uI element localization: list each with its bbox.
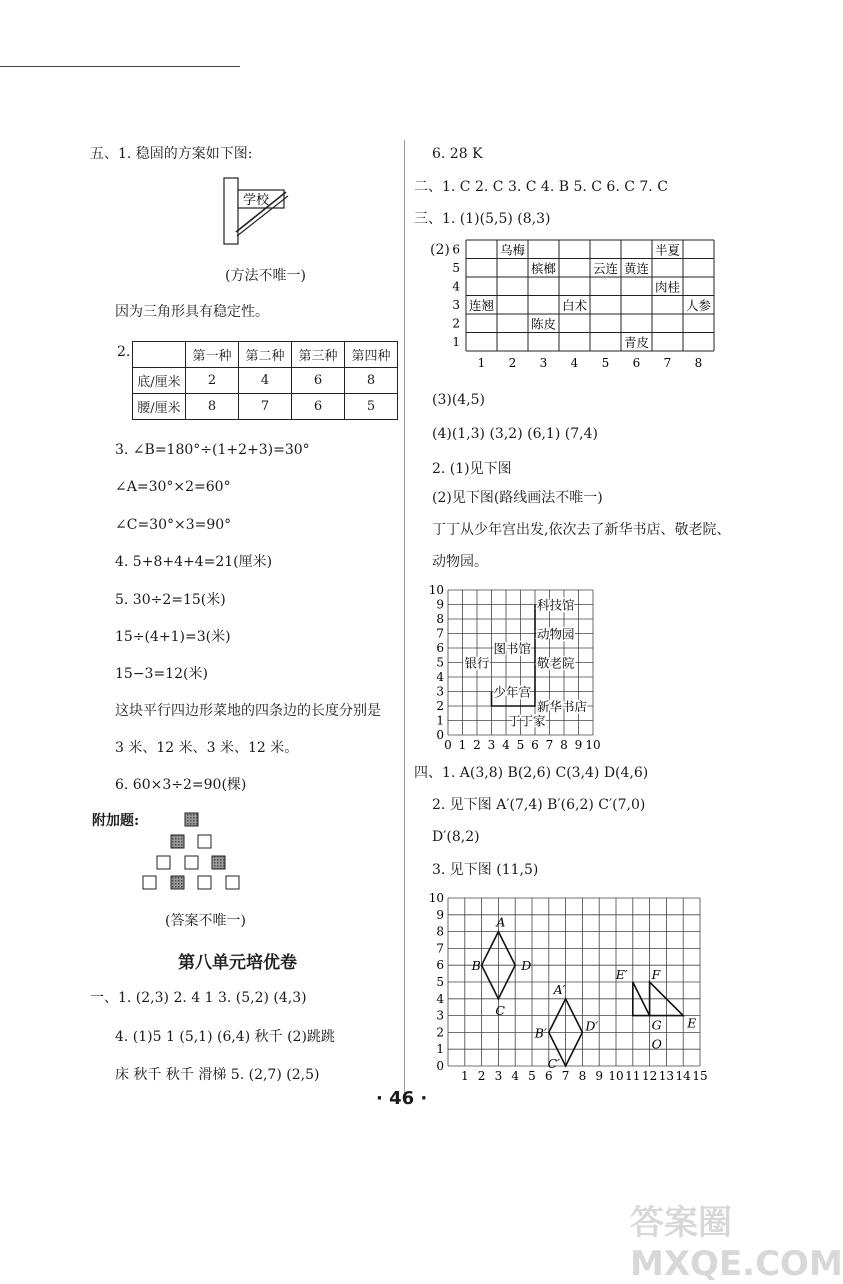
triangle-reason: 因为三角形具有稳定性。 xyxy=(115,304,269,320)
y-tick-label: 7 xyxy=(436,941,444,956)
right-line12: D′(8,2) xyxy=(432,829,480,845)
place-label: 银行 xyxy=(464,655,490,671)
place-label: 少年宫 xyxy=(493,684,532,700)
y-tick-label: 10 xyxy=(428,891,444,905)
herb-label: 白术 xyxy=(561,297,588,313)
y-tick-label: 5 xyxy=(452,260,460,275)
point-label: E xyxy=(687,1015,697,1031)
x-tick-label: 0 xyxy=(444,738,452,752)
right-line4: (3)(4,5) xyxy=(432,392,486,408)
point-label: B xyxy=(471,958,481,974)
point-label: A′ xyxy=(553,981,566,997)
right-line13: 3. 见下图 (11,5) xyxy=(432,862,539,878)
right-line1: 6. 28 K xyxy=(432,146,483,162)
x-tick-label: 3 xyxy=(539,356,548,370)
x-tick-label: 2 xyxy=(508,356,517,370)
y-tick-label: 1 xyxy=(436,713,444,728)
table-cell: 6 xyxy=(292,394,345,420)
x-tick-label: 6 xyxy=(544,1069,553,1083)
right-line5: (4)(1,3) (3,2) (6,1) (7,4) xyxy=(432,426,598,442)
right-line11: 2. 见下图 A′(7,4) B′(6,2) C′(7,0) xyxy=(432,797,646,813)
x-tick-label: 9 xyxy=(574,738,583,752)
y-tick-label: 1 xyxy=(436,1042,444,1057)
y-tick-label: 2 xyxy=(436,699,444,713)
right-line8: 丁丁从少年宫出发,依次去了新华书店、敬老院、 xyxy=(432,522,731,538)
q5-line4: 这块平行四边形菜地的四条边的长度分别是 xyxy=(115,703,381,719)
q2-label: 2. xyxy=(117,344,131,360)
table-cell: 7 xyxy=(239,394,292,420)
place-label: 丁丁家 xyxy=(508,713,546,729)
x-tick-label: 6 xyxy=(531,738,539,752)
y-tick-label: 2 xyxy=(452,316,460,331)
x-tick-label: 7 xyxy=(663,356,672,370)
extra-question-label: 附加题: xyxy=(92,813,140,829)
square-pyramid-figure xyxy=(130,808,250,894)
place-label: 动物园 xyxy=(537,626,575,642)
top-rule xyxy=(0,66,240,67)
herb-label: 连翘 xyxy=(468,297,495,313)
table-header-cell: 第二种 xyxy=(239,342,292,368)
y-tick-label: 9 xyxy=(436,907,444,922)
y-tick-label: 6 xyxy=(452,242,460,257)
table-cell: 5 xyxy=(345,394,398,420)
y-tick-label: 6 xyxy=(436,641,444,655)
table-header-cell: 第一种 xyxy=(186,342,239,368)
x-tick-label: 14 xyxy=(675,1069,691,1083)
herb-label: 陈皮 xyxy=(530,316,557,332)
table-cell: 8 xyxy=(186,394,239,420)
y-tick-label: 3 xyxy=(452,297,460,312)
q3-line3: ∠C=30°×3=90° xyxy=(115,517,232,533)
x-tick-label: 2 xyxy=(473,738,481,752)
x-tick-label: 12 xyxy=(641,1069,658,1083)
x-tick-label: 4 xyxy=(511,1069,520,1083)
x-tick-label: 3 xyxy=(487,738,496,752)
table-cell: 腰/厘米 xyxy=(133,394,186,420)
x-tick-label: 4 xyxy=(502,738,510,752)
city-map-grid xyxy=(428,582,608,750)
y-tick-label: 3 xyxy=(436,1008,444,1023)
x-tick-label: 11 xyxy=(625,1069,641,1083)
y-tick-label: 5 xyxy=(436,655,444,670)
right-line3: 三、1. (1)(5,5) (8,3) xyxy=(414,211,551,227)
method-note: (方法不唯一) xyxy=(225,268,306,284)
answer-note: (答案不唯一) xyxy=(165,913,246,929)
table-row xyxy=(133,368,398,394)
section1-line1: 一、1. (2,3) 2. 4 1 3. (5,2) (4,3) xyxy=(90,990,307,1006)
table-cell: 6 xyxy=(292,368,345,394)
point-label: D′ xyxy=(585,1018,599,1034)
q5-line2: 15÷(4+1)=3(米) xyxy=(115,629,231,645)
x-tick-label: 4 xyxy=(570,356,579,370)
x-tick-label: 8 xyxy=(560,738,568,752)
herb-label: 乌梅 xyxy=(499,242,526,258)
x-tick-label: 5 xyxy=(601,356,610,370)
herb-label: 云连 xyxy=(592,260,619,276)
section1-line2: 4. (1)5 1 (5,1) (6,4) 秋千 (2)跳跳 xyxy=(115,1029,335,1045)
right-line7: (2)见下图(路线画法不唯一) xyxy=(432,490,603,506)
place-label: 图书馆 xyxy=(493,641,532,656)
right-line2: 二、1. C 2. C 3. C 4. B 5. C 6. C 7. C xyxy=(414,179,668,195)
y-tick-label: 1 xyxy=(452,334,460,349)
x-tick-label: 8 xyxy=(694,356,703,370)
x-tick-label: 7 xyxy=(561,1069,570,1083)
herb-label: 黄连 xyxy=(623,260,650,276)
dimension-table xyxy=(132,341,398,420)
point-label: C xyxy=(495,1002,505,1018)
x-tick-label: 3 xyxy=(494,1069,503,1083)
q5-line3: 15−3=12(米) xyxy=(115,666,208,682)
y-tick-label: 7 xyxy=(436,626,444,641)
herb-position-grid xyxy=(440,236,720,376)
table-row xyxy=(133,394,398,420)
x-tick-label: 5 xyxy=(516,738,525,752)
x-tick-label: 6 xyxy=(632,356,641,370)
point-label: G xyxy=(651,1017,662,1033)
table-header-cell: 第四种 xyxy=(345,342,398,368)
x-tick-label: 9 xyxy=(595,1069,604,1083)
table-header-row xyxy=(133,342,398,368)
gate-post xyxy=(224,178,238,244)
y-tick-label: 4 xyxy=(436,670,444,684)
point-label: C′ xyxy=(547,1056,561,1071)
point-label: F xyxy=(651,967,661,982)
watermark: 答案圈 MXQE.COM xyxy=(630,1203,843,1284)
q3-line1: 3. ∠B=180°÷(1+2+3)=30° xyxy=(115,442,310,458)
place-label: 新华书店 xyxy=(537,699,588,714)
herb-label: 青皮 xyxy=(623,334,650,350)
y-tick-label: 2 xyxy=(436,1025,444,1040)
herb-label: 肉桂 xyxy=(654,279,681,295)
table-header-cell xyxy=(133,342,186,368)
q6-line: 6. 60×3÷2=90(棵) xyxy=(115,777,247,793)
table-header-cell: 第三种 xyxy=(292,342,345,368)
y-tick-label: 4 xyxy=(452,279,460,294)
point-label: D xyxy=(521,958,532,974)
x-tick-label: 10 xyxy=(585,738,601,752)
table-cell: 底/厘米 xyxy=(133,368,186,394)
x-tick-label: 10 xyxy=(608,1069,624,1083)
point-label: E′ xyxy=(615,967,628,982)
school-gate-figure xyxy=(210,172,310,248)
y-tick-label: 3 xyxy=(436,684,444,699)
point-label: A xyxy=(496,914,506,930)
herb-label: (2) xyxy=(430,242,450,258)
x-tick-label: 2 xyxy=(477,1069,486,1083)
y-tick-label: 0 xyxy=(436,1059,444,1073)
x-tick-label: 1 xyxy=(458,738,467,752)
x-tick-label: 8 xyxy=(578,1069,587,1083)
x-tick-label: 13 xyxy=(658,1069,675,1083)
y-tick-label: 10 xyxy=(428,583,444,597)
y-tick-label: 8 xyxy=(436,924,444,939)
right-line6: 2. (1)见下图 xyxy=(432,461,512,477)
right-line10: 四、1. A(3,8) B(2,6) C(3,4) D(4,6) xyxy=(414,765,649,781)
table-cell: 2 xyxy=(186,368,239,394)
section1-line3: 床 秋千 秋千 滑梯 5. (2,7) (2,5) xyxy=(115,1067,320,1083)
q4-line: 4. 5+8+4+4=21(厘米) xyxy=(115,554,273,570)
place-label: 敬老院 xyxy=(537,655,575,671)
column-divider xyxy=(404,140,405,1100)
section5-q1: 五、1. 稳固的方案如下图: xyxy=(90,146,253,162)
q5-line5: 3 米、12 米、3 米、12 米。 xyxy=(115,740,299,756)
y-tick-label: 4 xyxy=(436,991,444,1006)
table-cell: 8 xyxy=(345,368,398,394)
translation-grid xyxy=(428,890,718,1082)
y-tick-label: 6 xyxy=(436,958,444,973)
y-tick-label: 0 xyxy=(436,728,444,742)
x-tick-label: 7 xyxy=(545,738,554,752)
y-tick-label: 5 xyxy=(436,975,444,989)
q5-line1: 5. 30÷2=15(米) xyxy=(115,592,226,608)
y-tick-label: 8 xyxy=(436,612,444,626)
herb-label: 半夏 xyxy=(654,242,681,258)
right-line9: 动物园。 xyxy=(432,554,488,570)
page-number: · 46 · xyxy=(376,1088,428,1109)
school-sign-text: 学校 xyxy=(243,193,270,208)
x-tick-label: 15 xyxy=(692,1069,708,1083)
herb-label: 人参 xyxy=(685,297,712,313)
x-tick-label: 1 xyxy=(477,356,486,370)
point-label: O xyxy=(651,1036,662,1052)
point-label: B′ xyxy=(534,1025,547,1041)
x-tick-label: 5 xyxy=(528,1069,536,1083)
unit-title: 第八单元培优卷 xyxy=(178,953,297,973)
y-tick-label: 9 xyxy=(436,597,444,612)
x-tick-label: 1 xyxy=(460,1069,469,1083)
q3-line2: ∠A=30°×2=60° xyxy=(115,479,231,495)
table-cell: 4 xyxy=(239,368,292,394)
herb-label: 槟榔 xyxy=(530,260,557,276)
place-label: 科技馆 xyxy=(537,597,575,613)
